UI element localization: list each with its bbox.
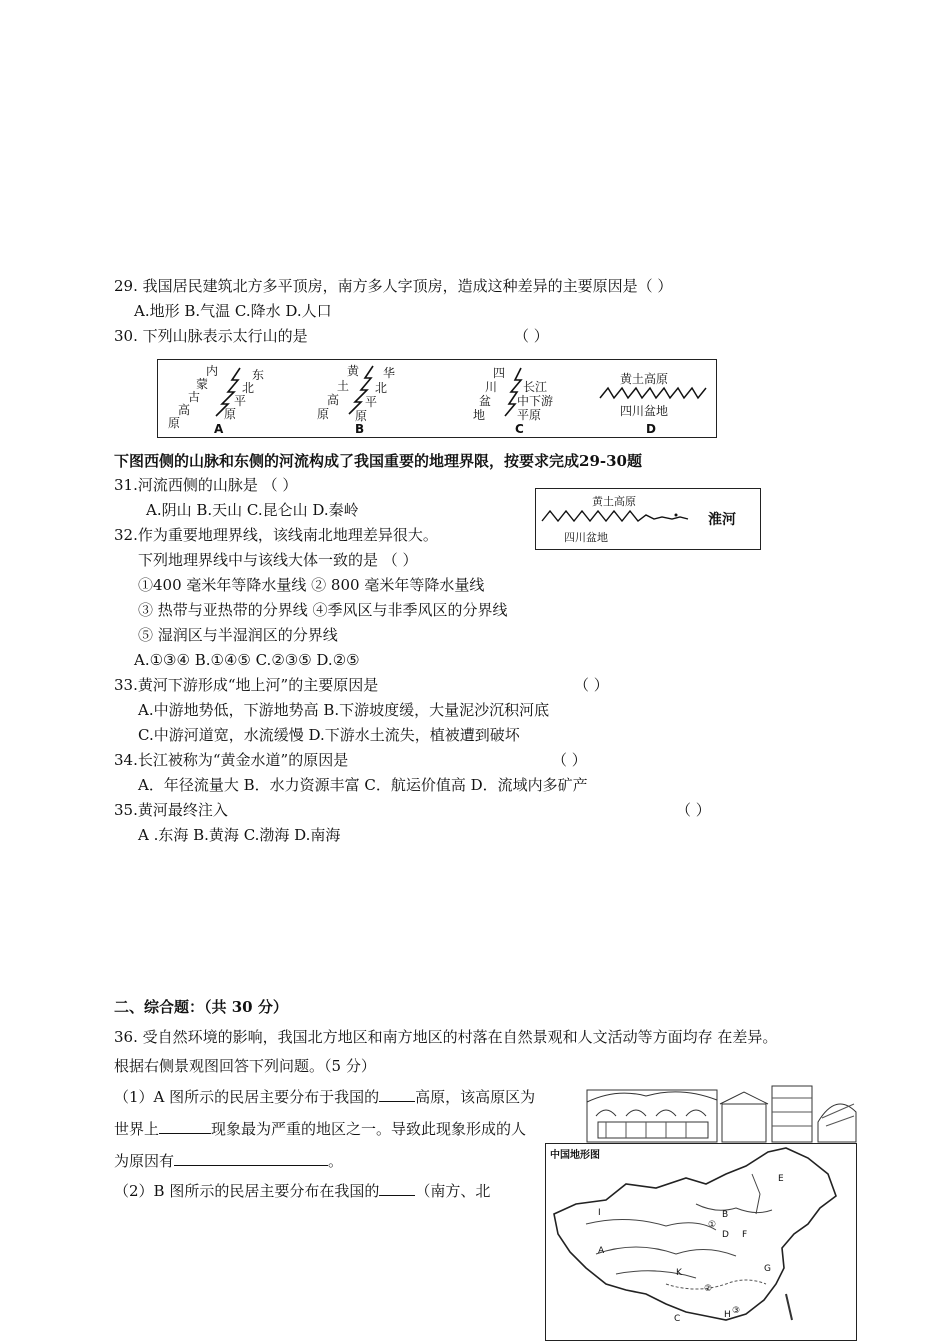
- q31-options: A.阴山 B.天山 C.昆仑山 D.秦岭: [146, 501, 359, 519]
- q36-line-1: 36. 受自然环境的影响，我国北方地区和南方地区的村落在自然景观和人文活动等方面均存 在差异。: [114, 1028, 778, 1046]
- figure-option-a: [162, 360, 292, 438]
- q35-options: A .东海 B.黄海 C.渤海 D.南海: [138, 826, 341, 844]
- b-label-ping: 平: [365, 395, 378, 409]
- q36-p1-text-a: （1）A 图所示的民居主要分布于我国的: [114, 1088, 380, 1106]
- landscape-illustration: [586, 1082, 858, 1144]
- d-label-top: 黄土高原: [620, 372, 669, 386]
- q36-part1-line2: [114, 1119, 526, 1139]
- map-label-c: C: [674, 1314, 681, 1324]
- q36-p1-text-f: 。: [328, 1152, 344, 1170]
- figure-letter-a: A: [214, 422, 224, 436]
- q30-mountain-figure: [157, 359, 717, 438]
- q30-stem: 30. 下列山脉表示太行山的是: [114, 327, 308, 345]
- map-label-a: A: [598, 1246, 605, 1256]
- q32-item-3: ⑤ 湿润区与半湿润区的分界线: [138, 626, 338, 644]
- q33-answer-paren: （ ）: [574, 676, 609, 694]
- figure-option-c: [463, 360, 593, 438]
- q36-part1-line1: [114, 1087, 535, 1107]
- map-label-circled-2: ②: [704, 1284, 713, 1294]
- q36-part1-line3: [114, 1151, 343, 1171]
- figure-letter-b: B: [355, 422, 365, 436]
- q32-stem: 32.作为重要地理界线，该线南北地理差异很大。: [114, 526, 438, 544]
- c-label-di: 地: [473, 408, 486, 422]
- q33-options-2: C.中游河道宽，水流缓慢 D.下游水土流失，植被遭到破坏: [138, 726, 520, 744]
- a-label-gao: 高: [178, 403, 191, 417]
- a-label-yuan: 原: [168, 416, 181, 430]
- map-title: 中国地形图: [550, 1150, 600, 1161]
- figure-option-d: [598, 360, 712, 438]
- q36-p2-text-a: （2）B 图所示的民居主要分布在我国的: [114, 1182, 380, 1200]
- a-label-gu: 古: [188, 390, 201, 404]
- q36-p1-text-b: 高原，该高原区为: [415, 1088, 536, 1106]
- c-label-zhongxiayou: 中下游: [517, 394, 554, 408]
- figure-letter-c: C: [515, 422, 524, 436]
- c-label-pingyuan: 平原: [517, 408, 542, 422]
- q31-mountain-line: [540, 505, 690, 527]
- section-intro: 下图西侧的山脉和东侧的河流构成了我国重要的地理界限，按要求完成29-30题: [114, 452, 642, 470]
- q35-stem: 35.黄河最终注入: [114, 801, 228, 819]
- q33-stem: 33.黄河下游形成“地上河”的主要原因是: [114, 676, 379, 694]
- q36-part2-line1: [114, 1181, 490, 1201]
- map-label-k: K: [676, 1268, 682, 1278]
- map-label-i: I: [598, 1208, 601, 1218]
- q35-answer-paren: （ ）: [676, 801, 711, 819]
- q29-stem: 29. 我国居民建筑北方多平顶房，南方多人字顶房，造成这种差异的主要原因是（ ）: [114, 277, 673, 295]
- figure-letter-d: D: [646, 422, 656, 436]
- q36-p1-text-c: 世界上: [114, 1120, 160, 1138]
- q36-blank-region[interactable]: [379, 1181, 415, 1196]
- map-label-circled-1: ①: [708, 1220, 717, 1230]
- a-label-dong: 东: [252, 368, 265, 382]
- q31-fig-bottom-label: 四川盆地: [564, 531, 608, 544]
- c-mountain-symbol: [499, 364, 542, 424]
- b-label-bei: 北: [375, 381, 388, 395]
- d-label-bottom: 四川盆地: [620, 404, 669, 418]
- map-label-circled-3: ③: [732, 1306, 741, 1316]
- q32-item-2: ③ 热带与亚热带的分界线 ④季风区与非季风区的分界线: [138, 601, 508, 619]
- c-label-changjiang: 长江: [523, 380, 548, 394]
- a-label-yuan2: 原: [224, 407, 237, 421]
- b-label-tu: 土: [337, 379, 350, 393]
- b-label-hua: 华: [383, 366, 396, 380]
- a-label-nei: 内: [206, 364, 219, 378]
- q36-blank-cause[interactable]: [174, 1151, 328, 1166]
- b-mountain-symbol: [333, 362, 383, 422]
- q36-p1-text-e: 为原因有: [114, 1152, 175, 1170]
- a-label-meng: 蒙: [196, 377, 209, 391]
- q34-options: A．年径流量大 B．水力资源丰富 C．航运价值高 D．流域内多矿产: [138, 776, 588, 794]
- map-label-h: H: [724, 1310, 731, 1320]
- q36-p1-text-d: 现象最为严重的地区之一。导致此现象形成的人: [211, 1120, 527, 1138]
- q32-options: A.①③④ B.①④⑤ C.②③⑤ D.②⑤: [134, 651, 360, 669]
- q29-options: A.地形 B.气温 C.降水 D.人口: [134, 302, 332, 320]
- c-label-pen: 盆: [479, 394, 492, 408]
- q31-fig-top-label: 黄土高原: [592, 495, 636, 508]
- q32-item-1: ①400 毫米年等降水量线 ② 800 毫米年等降水量线: [138, 576, 485, 594]
- map-label-g: G: [764, 1264, 771, 1274]
- map-label-d: D: [722, 1230, 729, 1240]
- section2-title: 二、综合题：（共 30 分）: [114, 998, 288, 1016]
- q36-blank-plateau[interactable]: [379, 1087, 415, 1102]
- a-mountain-symbol: [192, 364, 255, 424]
- q36-blank-phenomenon[interactable]: [159, 1119, 211, 1134]
- q30-answer-paren: （ ）: [514, 327, 549, 345]
- q31-river-label: 淮河: [708, 512, 736, 528]
- b-label-huang: 黄: [347, 364, 360, 378]
- b-label-yuan2: 原: [355, 409, 368, 423]
- map-label-f: F: [742, 1230, 748, 1240]
- a-label-bei: 北: [242, 381, 255, 395]
- q32-substem: 下列地理界线中与该线大体一致的是 （ ）: [138, 551, 418, 569]
- c-label-si: 四: [493, 366, 506, 380]
- china-outline: [546, 1144, 856, 1340]
- map-label-b: B: [722, 1210, 729, 1220]
- q34-answer-paren: （ ）: [552, 751, 587, 769]
- q36-p2-text-b: （南方、北: [415, 1182, 491, 1200]
- q31-boundary-figure: [535, 488, 761, 550]
- b-label-gao: 高: [327, 393, 340, 407]
- china-terrain-map: [545, 1143, 857, 1341]
- figure-option-b: [303, 360, 433, 438]
- q34-stem: 34.长江被称为“黄金水道”的原因是: [114, 751, 349, 769]
- q36-line-2: 根据右侧景观图回答下列问题。（5 分）: [114, 1057, 376, 1075]
- c-label-chuan: 川: [485, 380, 498, 394]
- q33-options-1: A.中游地势低，下游地势高 B.下游坡度缓，大量泥沙沉积河底: [138, 701, 550, 719]
- q31-stem: 31.河流西侧的山脉是 （ ）: [114, 476, 298, 494]
- map-label-e: E: [778, 1174, 784, 1184]
- b-label-yuan: 原: [317, 407, 330, 421]
- d-mountain-symbol: [598, 384, 712, 404]
- a-label-ping: 平: [234, 394, 247, 408]
